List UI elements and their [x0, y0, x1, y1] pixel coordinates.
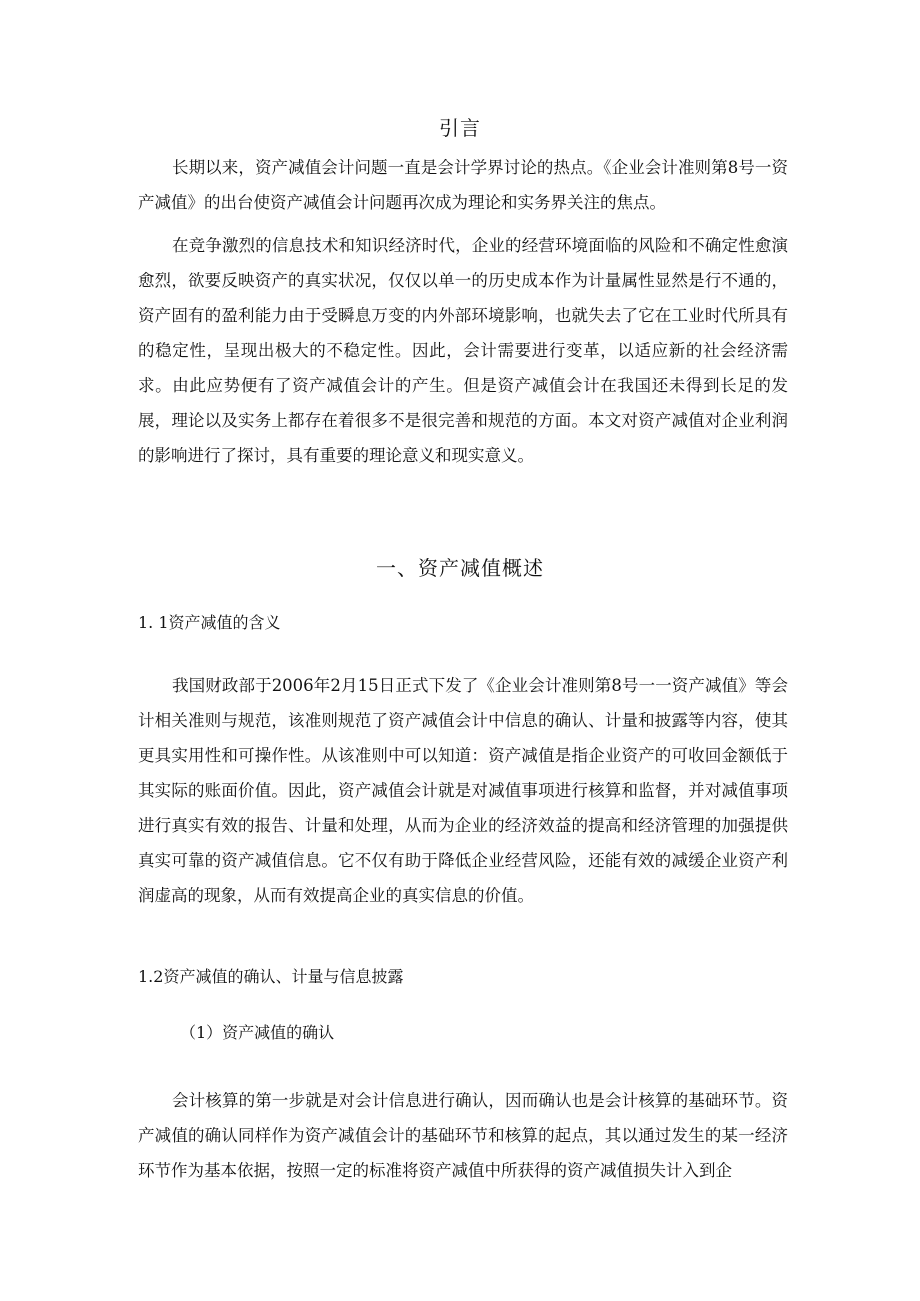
- intro-title: 引言: [439, 116, 481, 140]
- intro-paragraph-1: 长期以来，资产减值会计问题一直是会计学界讨论的热点。《企业会计准则第8号一资产减值》的出台使资产减值会计问题再次成为理论和实务界关注的焦点。: [138, 158, 788, 212]
- section-1-1-paragraph: 我国财政部于2006年2月15日正式下发了《企业会计准则第8号一一资产减值》等会计相关准则与规范，该准则规范了资产减值会计中信息的确认、计量和披露等内容，使其更具实用性和可操作性。从该准则中可以知道：资产减值是指企业资产的可收回金额低于其实际的账面价值。因此，资产减值会计就是对减值事项进行核算和监督，并对减值事项进行真实有效的报告、计量和处理，从而为企业的经济效益的提高和经济管理的加强提供真实可靠的资产减值信息。它不仅有助于降低企业经营风险，还能有效的减缓企业资产利润虚高的现象，从而有效提高企业的真实信息的价值。: [138, 676, 788, 905]
- section-1-2-title: 1.2资产减值的确认、计量与信息披露: [138, 967, 404, 986]
- intro-paragraph-2: 在竞争激烈的信息技术和知识经济时代，企业的经营环境面临的风险和不确定性愈演愈烈，欲要反映资产的真实状况，仅仅以单一的历史成本作为计量属性显然是行不通的，资产固有的盈利能力由于受瞬息万变的内外部环境影响，也就失去了它在工业时代所具有的稳定性，呈现出极大的不稳定性。因此，会计需要进行变革，以适应新的社会经济需求。由此应势便有了资产减值会计的产生。但是资产减值会计在我国还未得到长足的发展，理论以及实务上都存在着很多不是很完善和规范的方面。本文对资产减值对企业利润的影响进行了探讨，具有重要的理论意义和现实意义。: [138, 236, 788, 465]
- chapter-1-title: 一、资产减值概述: [376, 556, 544, 580]
- subsection-confirm-title: （1）资产减值的确认: [180, 1023, 335, 1042]
- confirm-paragraph: 会计核算的第一步就是对会计信息进行确认，因而确认也是会计核算的基础环节。资产减值的确认同样作为资产减值会计的基础环节和核算的起点，其以通过发生的某一经济环节作为基本依据，按照一定的标准将资产减值中所获得的资产减值损失计入到企: [138, 1091, 788, 1180]
- section-1-1-title: 1. 1资产减值的含义: [138, 613, 281, 632]
